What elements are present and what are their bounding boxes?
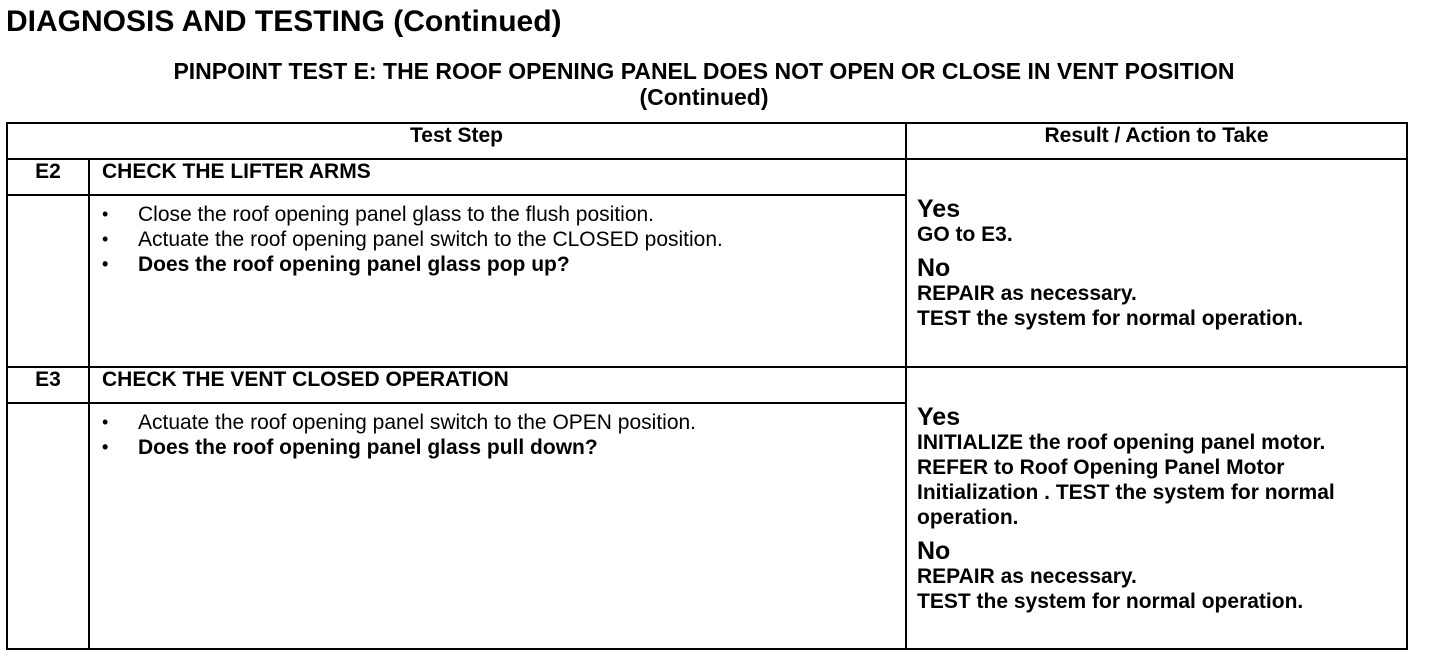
no-action-line: REPAIR as necessary. (917, 282, 1137, 305)
step-name: CHECK THE VENT CLOSED OPERATION (89, 367, 906, 403)
instruction-item: • Actuate the roof opening panel switch to the OPEN position. (90, 410, 905, 435)
no-action-line: REPAIR as necessary. (917, 565, 1137, 588)
pinpoint-test-title (0, 58, 1408, 110)
result-yes (917, 196, 1406, 247)
step-id: E2 (7, 159, 89, 195)
step-name: CHECK THE LIFTER ARMS (89, 159, 906, 195)
result-yes (917, 404, 1406, 530)
yes-label: Yes (917, 403, 961, 431)
no-action-line: TEST the system for normal operation. (917, 307, 1304, 330)
no-action-line: TEST the system for normal operation. (917, 590, 1304, 613)
step-id-spacer (7, 195, 89, 367)
instruction-question: • Does the roof opening panel glass pull down? (90, 435, 905, 460)
step-e3-header-row (7, 367, 1407, 403)
instruction-item: • Close the roof opening panel glass to the flush position. (90, 202, 905, 227)
header-test-step: Test Step (7, 123, 906, 159)
yes-label: Yes (917, 195, 961, 223)
result-no (917, 255, 1406, 331)
step-instructions (89, 195, 906, 367)
pinpoint-test-title-line1: PINPOINT TEST E: THE ROOF OPENING PANEL DOES NOT OPEN OR CLOSE IN VENT POSITION (173, 58, 1235, 84)
step-e2-result (906, 159, 1407, 367)
yes-action-line: REFER to Roof Opening Panel Motor (917, 456, 1285, 479)
yes-action: GO to E3. (917, 223, 1013, 246)
step-e2-header-row (7, 159, 1407, 195)
step-id-spacer (7, 403, 89, 649)
no-label: No (917, 254, 951, 282)
header-result-action: Result / Action to Take (906, 123, 1407, 159)
step-e3-result (906, 367, 1407, 649)
step-id: E3 (7, 367, 89, 403)
pinpoint-test-table (6, 122, 1408, 650)
instruction-item: • Actuate the roof opening panel switch to the CLOSED position. (90, 227, 905, 252)
table-header-row (7, 123, 1407, 159)
step-instructions (89, 403, 906, 649)
result-no (917, 538, 1406, 614)
goto-step-link: E3 (981, 223, 1007, 246)
page-title: DIAGNOSIS AND TESTING (Continued) (6, 5, 562, 38)
yes-action-line: INITIALIZE the roof opening panel motor. (917, 431, 1326, 454)
instruction-question: • Does the roof opening panel glass pop up? (90, 252, 905, 277)
no-label: No (917, 537, 951, 565)
yes-action-line: Initialization . TEST the system for normal (917, 481, 1335, 504)
pinpoint-test-title-line2: (Continued) (639, 84, 769, 110)
yes-action-line: operation. (917, 506, 1019, 529)
